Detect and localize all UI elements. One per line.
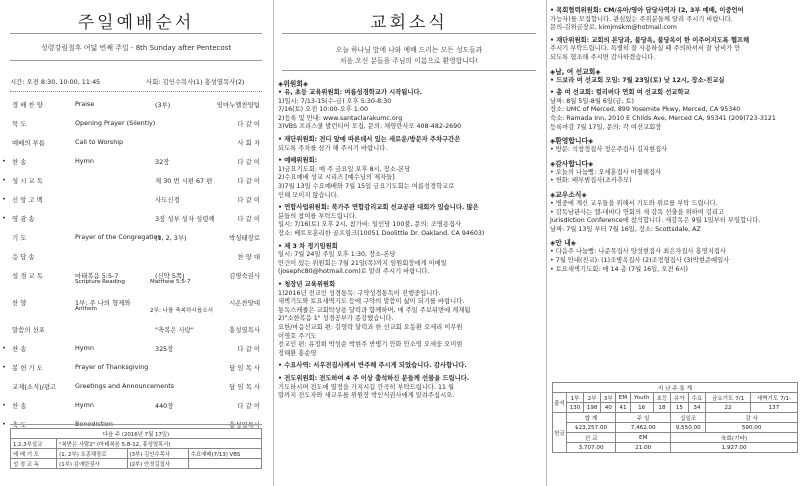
- order-item-leader: 김명숙권사: [229, 272, 260, 280]
- order-item-english: Hymn: [75, 344, 94, 352]
- divider: [282, 33, 536, 34]
- news-line: 새벽기도와 토요새벽기도 등에 구약의 말씀이 삶이 되기를 바랍니다.: [278, 298, 465, 306]
- offering-value-cell: 9,550.00: [671, 423, 706, 433]
- stats-value-cell: 41: [616, 403, 630, 413]
- standing-marker: •: [2, 344, 6, 352]
- offering-value-cell: 21.00: [616, 443, 671, 453]
- worship-order-row: [0, 195, 268, 205]
- order-item-detail: 325장: [155, 345, 174, 353]
- news-line: 1)2016년 전교인 성경통독: 구약성경통독이 진행중입니다.: [278, 289, 441, 297]
- standing-marker: •: [2, 420, 6, 428]
- order-item-leader: 다 같 이: [237, 158, 260, 166]
- order-item-leader: 홍성열목사: [229, 421, 260, 429]
- news-line: 되도록 주차를 삼가 해 주시기 바랍니다.: [278, 144, 388, 152]
- news-line: 날짜: 8월 5일-8월 6일(금, 토): [550, 97, 635, 105]
- news-line: 가능자)를 모집합니다. 관심있는 주위분들께 알려 주시기 바랍니다.: [550, 15, 733, 23]
- order-item-leader: 다 같 이: [237, 215, 260, 223]
- standing-marker: •: [2, 176, 6, 184]
- next-week-cell: (2부) 안정길집사: [127, 459, 188, 469]
- offering-value-cell: $23,257.00: [566, 423, 616, 433]
- news-line: 7/16(토) 오전 10:00-오후 1:00: [278, 106, 369, 114]
- order-item-detail: 440장: [155, 402, 174, 410]
- order-item-english: Prayer of Thanksgiving: [75, 363, 149, 371]
- section-heading: ◈남, 여 선교회◈: [550, 67, 601, 76]
- order-item-detail: 제 30 번 시편 67 편: [155, 177, 213, 185]
- offering-value-cell: 1,927.00: [671, 443, 798, 453]
- stats-value-cell: 130: [566, 403, 583, 413]
- worship-order-row: [0, 382, 268, 392]
- news-line: • 오늘의 나눔빵: 오세훈집사 마철해집사: [550, 168, 662, 176]
- news-continued-column: [548, 0, 800, 486]
- order-item-title: 봉 헌 기 도: [12, 364, 43, 372]
- news-line: • 수요사역: 서우전집사께서 반주해 주시게 되었습니다. 감사합니다.: [278, 362, 467, 370]
- news-line: • 연합사업위원회: 북가주 연합감리교회 선교공관 대회가 있습니다. 많은: [278, 204, 479, 212]
- next-week-cell: 예 배 기 도: [11, 449, 57, 459]
- stats-header-cell: Youth: [630, 393, 653, 403]
- news-line: • 재단위원회: 교회의 본당과, 불당옥, 불당옥이 한 이주어지도록 헬프해: [550, 36, 750, 44]
- order-item-title: 경 배 찬 양: [12, 101, 43, 109]
- news-line: • 청장년 교육위원회: [278, 281, 336, 288]
- worship-order-row: [0, 157, 268, 167]
- news-line: • 전도위원회: 전도하여 4 주 이상 출석하신 분들께 선물을 드립니다.: [278, 375, 470, 382]
- stats-header-cell: EM: [616, 393, 630, 403]
- news-line: • 다음주 나눔빵: 나준목집사 양성현집사 최은자집사 홍영지집사: [550, 248, 726, 256]
- order-item-detail: 3장 성부 성자 성령께: [155, 215, 215, 223]
- offering-header-cell: 주 일: [616, 413, 671, 423]
- offering-header-cell: EM: [616, 433, 671, 443]
- section-heading: ◈감사합니다◈: [550, 159, 594, 168]
- order-item-english: Opening Prayer (Silently): [75, 119, 156, 127]
- stats-header-cell: 2부: [584, 393, 601, 403]
- worship-order-row: [0, 252, 268, 262]
- section-heading: ◈위원회◈: [278, 80, 309, 88]
- standing-marker: •: [2, 157, 6, 165]
- order-item-detail: "축복은 사랑": [155, 326, 194, 334]
- order-item-leader: 찬 양 대: [237, 253, 260, 261]
- news-line: 날짜: 7월 13일 부터 7월 16일, 장소: Scottsdale, AZ: [550, 225, 701, 233]
- order-item-leader: 박성태장로: [229, 234, 260, 242]
- standing-marker: •: [2, 363, 6, 371]
- order-item-english: 1부: 주 나의 형제와: [75, 299, 131, 307]
- worship-order-row: [0, 325, 268, 335]
- order-item-title: 신 앙 고 백: [12, 196, 43, 204]
- offering-header-cell: 감 사: [706, 413, 798, 423]
- standing-marker: •: [2, 401, 6, 409]
- stats-title: 지 난 주 통 계: [553, 383, 798, 393]
- offering-value-cell: 590.00: [706, 423, 798, 433]
- news-line: 장소: 베트모훈리한 골프링크(10051 Doolittle Dr. Oakland, CA 94603): [278, 230, 485, 237]
- news-line: 문의-김위금장로, kimjmskm@hotmail.com: [550, 24, 677, 32]
- order-item-english: Benediction: [75, 420, 113, 428]
- news-line: • 토요새벽기도회: 매 14 층 (7월 16일, 오전 6시): [550, 265, 688, 273]
- order-item-leader: 담 임 목 사: [229, 364, 260, 372]
- news-line: • 재단위원회: 전디 앞에 따른데서 있는 새로운/방문자 주차구간은: [278, 136, 461, 143]
- stats-value-cell: 18: [653, 403, 670, 413]
- news-line: • 헌화: 배부범집사(조카추모): [550, 177, 632, 185]
- worship-order-row: [0, 271, 268, 285]
- stats-header-cell: 금요기도 7/1: [706, 393, 751, 403]
- officiant: 사회: 김인수목사(1) 홍성열목사(2): [146, 78, 245, 86]
- offering-value-cell: 7,462.00: [616, 423, 671, 433]
- news-line: 일시: 7/16(토) 오후 2시, 참가비: 일인당 100불, 문의: 조병용집사: [278, 221, 462, 229]
- stats-header-cell: 3부: [601, 393, 616, 403]
- news-line: • 드보라 여 선교회 모임: 7월 23일(토) 낮 12시, 장소-친교실: [550, 76, 725, 84]
- news-line: 전교인 편: 유정희 박성순 박현주 반병기 안화 안소영 오세웅 오미현: [278, 341, 463, 349]
- stats-value-cell: 198: [584, 403, 601, 413]
- order-item-leader: 다 같 이: [237, 177, 260, 185]
- order-item-leader: 다 같 이: [237, 120, 260, 128]
- stats-header-cell: 1부: [566, 393, 583, 403]
- news-line: 숙소: Ramada Inn, 2010 E Childs Ave, Merced CA, 95341 (209)723-3121: [550, 115, 776, 122]
- next-week-cell: 성 경 교 독: [11, 459, 57, 469]
- stats-header-cell: 초등: [653, 393, 670, 403]
- order-item-title: 묵 도: [12, 120, 27, 128]
- news-line: • 7월 안내(친교): (1)조병옥집사 (2)조정형집사 (3)박현준예일사: [550, 257, 730, 264]
- next-week-cell: (3부) 김인수목사: [127, 449, 188, 459]
- worship-order-row: [0, 363, 268, 373]
- order-item-english: Call to Worship: [75, 138, 124, 146]
- order-item-leader: 시온찬양대: [229, 299, 260, 307]
- news-line: • 방문: 석창정집사 정은주집사 김지현집사: [550, 146, 668, 154]
- order-item-english-sub: Scripture Reading: [75, 279, 125, 285]
- weekly-statistics-table: [552, 382, 798, 453]
- order-item-leader: 사 회 자: [237, 139, 260, 147]
- news-line: 등록마감 7월 17일, 문의: 각 여선교회장: [550, 123, 662, 131]
- order-item-detail: (신약 5쪽): [155, 272, 185, 280]
- next-week-row: [11, 459, 262, 469]
- next-week-cell: (1부) 김애란권사: [57, 459, 127, 469]
- news-line: 일시: 7월 24일 주일 오후 1:30, 장소-본당: [278, 251, 396, 259]
- order-item-leader: 다 같 이: [237, 402, 260, 410]
- order-item-title: 축 도: [12, 421, 27, 429]
- news-line: 2)등록 및 안내: www.santaclarakumc.org: [278, 114, 403, 122]
- worship-order-row: [0, 214, 268, 224]
- stats-header-cell: 새벽기도 7/1-: [750, 393, 797, 403]
- news-line: 이영호 주기도: [278, 332, 317, 340]
- news-line: • 감독남관사는 캘-네바다 연회의 새 감독 선출을 위하여 김리고: [550, 208, 725, 216]
- order-item-title: 응 답 송: [12, 253, 35, 261]
- news-line: • 병중에 계신 교우들을 위해서 기도와 위로를 부탁 드립니다.: [550, 200, 718, 207]
- news-line: 1)금요기도회: 매 주 금요일 오후 8시, 장소-본당: [278, 165, 411, 173]
- next-week-row: [11, 439, 262, 449]
- news-line: 3)7월 13일 수요예배와 7월 15일 금요기도회는 여름성경학교로: [278, 183, 455, 190]
- greeting-line-2: 처음 오신 분들을 주님의 이름으로 환영합니다!: [339, 57, 479, 65]
- news-line: 2)수요예배 성교 시리즈 [예수님의 제자들]: [278, 174, 395, 182]
- order-item-leader: 담 임 목 사: [229, 383, 260, 391]
- news-line: 정해환 홍순영: [278, 349, 317, 357]
- section-heading: ◈교우소식◈: [550, 191, 587, 199]
- stats-value-cell: 16: [630, 403, 653, 413]
- worship-order-row: [0, 344, 268, 354]
- order-item-english: Hymn: [75, 401, 94, 409]
- order-item-title: 찬 양: [12, 299, 27, 307]
- next-week-cell: "복받은 사람2" (마태복음 5:8-12, 홍성열목사): [57, 439, 262, 449]
- news-line: 되도록 협조해 주시면 감사하겠습니다.: [550, 54, 656, 61]
- order-item-title: 예배의 부름: [12, 139, 45, 147]
- church-news-column: [274, 0, 544, 486]
- worship-order-row: [0, 298, 268, 314]
- order-item-title: 영 광 송: [12, 215, 35, 223]
- divider: [282, 70, 536, 71]
- news-line: • 목회협력위원회: CM/유아/영아 담당사역자 (2, 3부 예배, 이중언어: [550, 7, 744, 14]
- church-news-title: 교회소식: [370, 13, 448, 33]
- news-line: 1)일시: 7/13-15(수-금) 오후 5:30-8:30: [278, 97, 392, 105]
- order-item-title: 성 시 교 독: [12, 177, 43, 185]
- news-line: 안건이 있는 위원회는 7월 21일(목)까지 임원회장에게 이메일: [278, 259, 447, 267]
- news-line: Jurisdiction Conference에 참석합니다. 새감독은 9월 1일부터 부임합니다.: [550, 217, 761, 225]
- attendance-label: 출석: [553, 393, 567, 413]
- stats-header-cell: 수요: [688, 393, 706, 403]
- news-line: 인해 모이지 않습니다.: [278, 191, 339, 199]
- offering-value-cell: 3,707.00: [566, 443, 616, 453]
- order-item-english: 마태복음 5:5-7: [75, 272, 119, 280]
- offering-label: 헌금: [553, 413, 567, 453]
- section-heading: ◈환영합니다◈: [550, 137, 594, 146]
- order-item-leader: 임마누엘찬양팀: [216, 101, 260, 109]
- order-item-leader: 다 같 이: [237, 196, 260, 204]
- order-item-leader: 다 같 이: [237, 345, 260, 353]
- news-line: 요한/마음선교회 편: 김영락 달력과 한 선교회 오동환 오세리 이무원: [278, 324, 463, 331]
- divider: [10, 60, 262, 61]
- stats-value-cell: 15: [671, 403, 689, 413]
- offering-header-cell: 합 계: [566, 413, 616, 423]
- order-item-english-sub: Anthem: [75, 306, 98, 312]
- order-item-english: Prayer of the Congregation: [75, 233, 162, 241]
- worship-order-column: [0, 0, 272, 486]
- news-line: 3)VBS 프리스쿨 발런티어 모집, 문의: 채영란사모 408-482-2690: [278, 123, 462, 131]
- order-item-detail: (3부): [155, 101, 171, 109]
- next-week-table: [10, 428, 262, 469]
- worship-order-row: [0, 100, 268, 110]
- next-week-row: [11, 449, 262, 459]
- order-item-leader: 홍성열목사: [229, 326, 260, 334]
- greeting-line-1: 오늘 하나님 앞에 나와 예배 드리는 모든 성도들과: [335, 46, 483, 54]
- offering-header-cell: 십일조: [671, 413, 706, 423]
- news-line: 2)"소한복음 1" 성경공부가 종강했습니다.: [278, 315, 394, 323]
- section-heading: ◈안 내◈: [550, 239, 576, 248]
- worship-order-row: [0, 233, 268, 243]
- stats-value-cell: 22: [706, 403, 751, 413]
- order-item-title: 찬 송: [12, 402, 27, 410]
- divider: [10, 424, 262, 425]
- order-item-title: 교제(소식)/광고: [12, 383, 57, 391]
- order-item-title: 찬 송: [12, 345, 27, 353]
- service-time: 시간: 오전 8:30, 10:00, 11:45: [10, 78, 101, 86]
- worship-subtitle: 성령강림절후 여덟 번째 주일 - 8th Sunday after Pentecost: [40, 44, 232, 52]
- order-item-title: 기 도: [12, 234, 27, 242]
- divider: [10, 33, 262, 34]
- order-item-detail: 32장: [155, 158, 170, 166]
- next-week-cell: (1, 2부) 조종채장로: [57, 449, 127, 459]
- news-line: 기도하시며 전도에 열정을 가지시길 간곡히 부탁드립니다. 11 월: [278, 383, 455, 391]
- order-item-detail: (1, 2, 3부): [155, 234, 187, 242]
- news-line: • 예배위원회:: [278, 157, 318, 165]
- standing-marker: •: [2, 214, 6, 222]
- next-week-cell: 1,2,3부설교: [11, 439, 57, 449]
- news-line: 장소: UMC of Merced, 899 Yosemite Pkwy, Merced, CA 95340: [550, 106, 741, 114]
- news-line: 통독스케줄은 교회탁상용 달력과 함께하며, 매 주일 주보뒤면에 게재됨: [278, 306, 471, 314]
- news-line: • 총 여 선교회: 컬리버다 연회 여 선교회 선교학교: [550, 89, 690, 97]
- news-line: • 유, 초등 교육위원회: 여름성경학교가 시작됩니다.: [278, 89, 422, 96]
- order-item-english: Hymn: [75, 157, 94, 165]
- news-line: 주시기 부탁드립니다. 특별히 잘 사용하실 때 주의하셔서 잘 남비가 안: [550, 45, 741, 53]
- next-week-cell: [188, 459, 261, 469]
- news-line: 분들의 참여를 부탁드립니다.: [278, 212, 357, 220]
- stats-value-cell: 34: [688, 403, 706, 413]
- worship-order-row: [0, 119, 268, 129]
- offering-header-cell: 선 교: [566, 433, 616, 443]
- worship-order-title: 주일예배순서: [77, 13, 195, 33]
- order-item-detail-sub: 2부: 나를 축복하시옵소서: [150, 308, 214, 314]
- news-line: 말까지 전도자와 새교우를 위원장 박인식권사에게 알려주십시오.: [278, 392, 455, 400]
- order-item-detail: 사도신경: [155, 196, 180, 204]
- offering-header-cell: 육회(기타): [671, 433, 798, 443]
- order-item-english: Greetings and Announcements: [75, 382, 175, 390]
- worship-order-row: [0, 176, 268, 186]
- standing-marker: •: [2, 195, 6, 203]
- column-divider: [546, 0, 547, 486]
- news-line: • 제 3 차 정기임원회: [278, 242, 338, 250]
- stats-value-cell: 137: [750, 403, 797, 413]
- worship-order-row: [0, 138, 268, 148]
- next-week-cell: 수요예배(7/13) VBS: [188, 449, 261, 459]
- next-week-title: 다음 주 (2016년 7월 17일): [11, 429, 262, 439]
- stats-header-cell: 유아: [671, 393, 689, 403]
- stats-value-cell: 40: [601, 403, 616, 413]
- order-item-title: 찬 송: [12, 158, 27, 166]
- divider: [10, 91, 262, 92]
- order-item-english: Praise: [75, 100, 95, 108]
- worship-order-row: [0, 401, 268, 411]
- order-item-title: 말씀의 선포: [12, 326, 45, 334]
- order-item-title: 성 경 교 독: [12, 272, 43, 280]
- order-item-detail-sub: Matthew 5:5-7: [150, 279, 191, 285]
- news-line: (josephc80@hotmail.com)로 알려 주시기 바랍니다.: [278, 268, 430, 276]
